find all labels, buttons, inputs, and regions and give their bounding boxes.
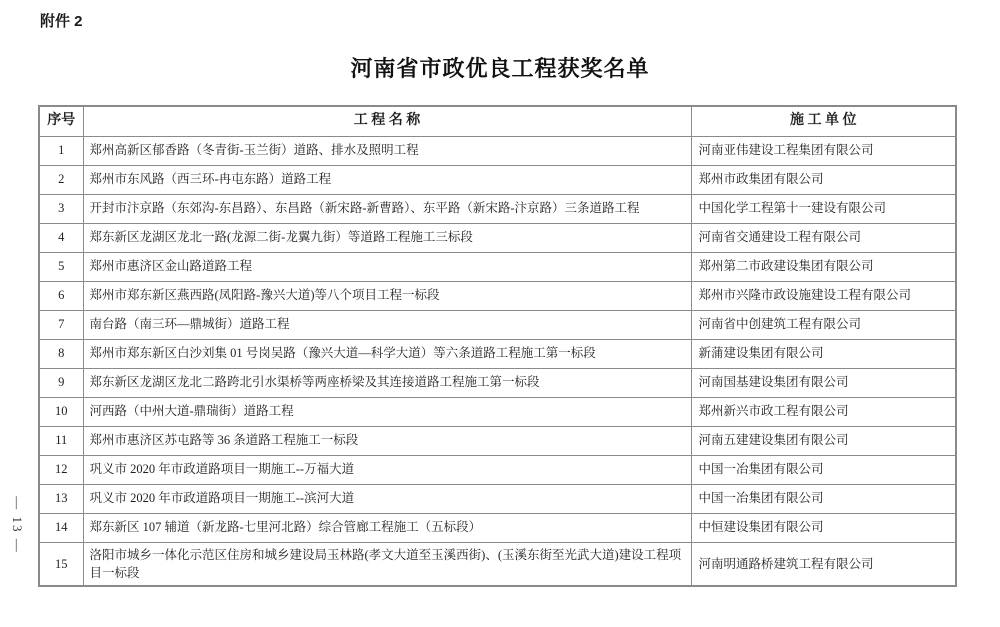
project-name: 郑州市东风路（西三环-冉屯东路）道路工程 <box>83 165 691 194</box>
contractor-name: 中国化学工程第十一建设有限公司 <box>691 194 956 223</box>
row-index: 3 <box>39 194 83 223</box>
project-name: 巩义市 2020 年市政道路项目一期施工--万福大道 <box>83 455 691 484</box>
row-index: 8 <box>39 339 83 368</box>
header-project-name: 工 程 名 称 <box>83 106 691 136</box>
project-name: 郑东新区龙湖区龙北一路(龙源二街-龙翼九街）等道路工程施工三标段 <box>83 223 691 252</box>
project-name: 郑州高新区郁香路（冬青街-玉兰街）道路、排水及照明工程 <box>83 136 691 165</box>
table-row <box>39 194 956 223</box>
page-title: 河南省市政优良工程获奖名单 <box>350 56 650 81</box>
project-name: 郑东新区龙湖区龙北二路跨北引水渠桥等两座桥梁及其连接道路工程施工第一标段 <box>83 368 691 397</box>
contractor-name: 郑州第二市政建设集团有限公司 <box>691 252 956 281</box>
table-row <box>39 165 956 194</box>
contractor-name: 郑州市政集团有限公司 <box>691 165 956 194</box>
row-index: 10 <box>39 397 83 426</box>
row-index: 9 <box>39 368 83 397</box>
attachment-label: 附件 2 <box>40 13 83 30</box>
project-name: 郑州市郑东新区燕西路(凤阳路-豫兴大道)等八个项目工程一标段 <box>83 281 691 310</box>
header-contractor: 施 工 单 位 <box>691 106 956 136</box>
row-index: 5 <box>39 252 83 281</box>
contractor-name: 河南明通路桥建筑工程有限公司 <box>691 542 956 586</box>
project-name: 郑东新区 107 辅道（新龙路-七里河北路）综合管廊工程施工（五标段） <box>83 513 691 542</box>
project-name: 郑州市惠济区金山路道路工程 <box>83 252 691 281</box>
row-index: 1 <box>39 136 83 165</box>
contractor-name: 郑州市兴隆市政设施建设工程有限公司 <box>691 281 956 310</box>
row-index: 4 <box>39 223 83 252</box>
row-index: 13 <box>39 484 83 513</box>
contractor-name: 河南国基建设集团有限公司 <box>691 368 956 397</box>
table-row <box>39 281 956 310</box>
table-row <box>39 368 956 397</box>
table-row <box>39 223 956 252</box>
table-row <box>39 542 956 586</box>
contractor-name: 郑州新兴市政工程有限公司 <box>691 397 956 426</box>
contractor-name: 河南五建建设集团有限公司 <box>691 426 956 455</box>
table-row <box>39 484 956 513</box>
contractor-name: 中国一冶集团有限公司 <box>691 455 956 484</box>
header-index: 序号 <box>39 106 83 136</box>
table-row <box>39 426 956 455</box>
project-name: 巩义市 2020 年市政道路项目一期施工--滨河大道 <box>83 484 691 513</box>
row-index: 6 <box>39 281 83 310</box>
contractor-name: 河南亚伟建设工程集团有限公司 <box>691 136 956 165</box>
project-name: 郑州市惠济区苏屯路等 36 条道路工程施工一标段 <box>83 426 691 455</box>
row-index: 12 <box>39 455 83 484</box>
row-index: 15 <box>39 542 83 586</box>
table-row <box>39 513 956 542</box>
project-name: 郑州市郑东新区白沙刘集 01 号岗吴路（豫兴大道—科学大道）等六条道路工程施工第一标段 <box>83 339 691 368</box>
contractor-name: 河南省中创建筑工程有限公司 <box>691 310 956 339</box>
award-table <box>38 105 957 587</box>
table-row <box>39 339 956 368</box>
project-name: 南台路（南三环—鼎城街）道路工程 <box>83 310 691 339</box>
contractor-name: 中国一冶集团有限公司 <box>691 484 956 513</box>
project-name: 洛阳市城乡一体化示范区住房和城乡建设局玉林路(孝文大道至玉溪西街)、(玉溪东街至光武大道)建设工程项目一标段 <box>83 542 691 586</box>
contractor-name: 河南省交通建设工程有限公司 <box>691 223 956 252</box>
table-row <box>39 310 956 339</box>
project-name: 河西路（中州大道-鼎瑞街）道路工程 <box>83 397 691 426</box>
row-index: 2 <box>39 165 83 194</box>
table-header-row <box>39 106 956 136</box>
row-index: 7 <box>39 310 83 339</box>
row-index: 14 <box>39 513 83 542</box>
page-number: — 13 — <box>10 496 25 554</box>
row-index: 11 <box>39 426 83 455</box>
table-row <box>39 252 956 281</box>
table-row <box>39 455 956 484</box>
project-name: 开封市汴京路（东郊沟-东昌路）、东昌路（新宋路-新曹路）、东平路（新宋路-汴京路）三条道路工程 <box>83 194 691 223</box>
contractor-name: 新蒲建设集团有限公司 <box>691 339 956 368</box>
table-row <box>39 397 956 426</box>
contractor-name: 中恒建设集团有限公司 <box>691 513 956 542</box>
table-row <box>39 136 956 165</box>
